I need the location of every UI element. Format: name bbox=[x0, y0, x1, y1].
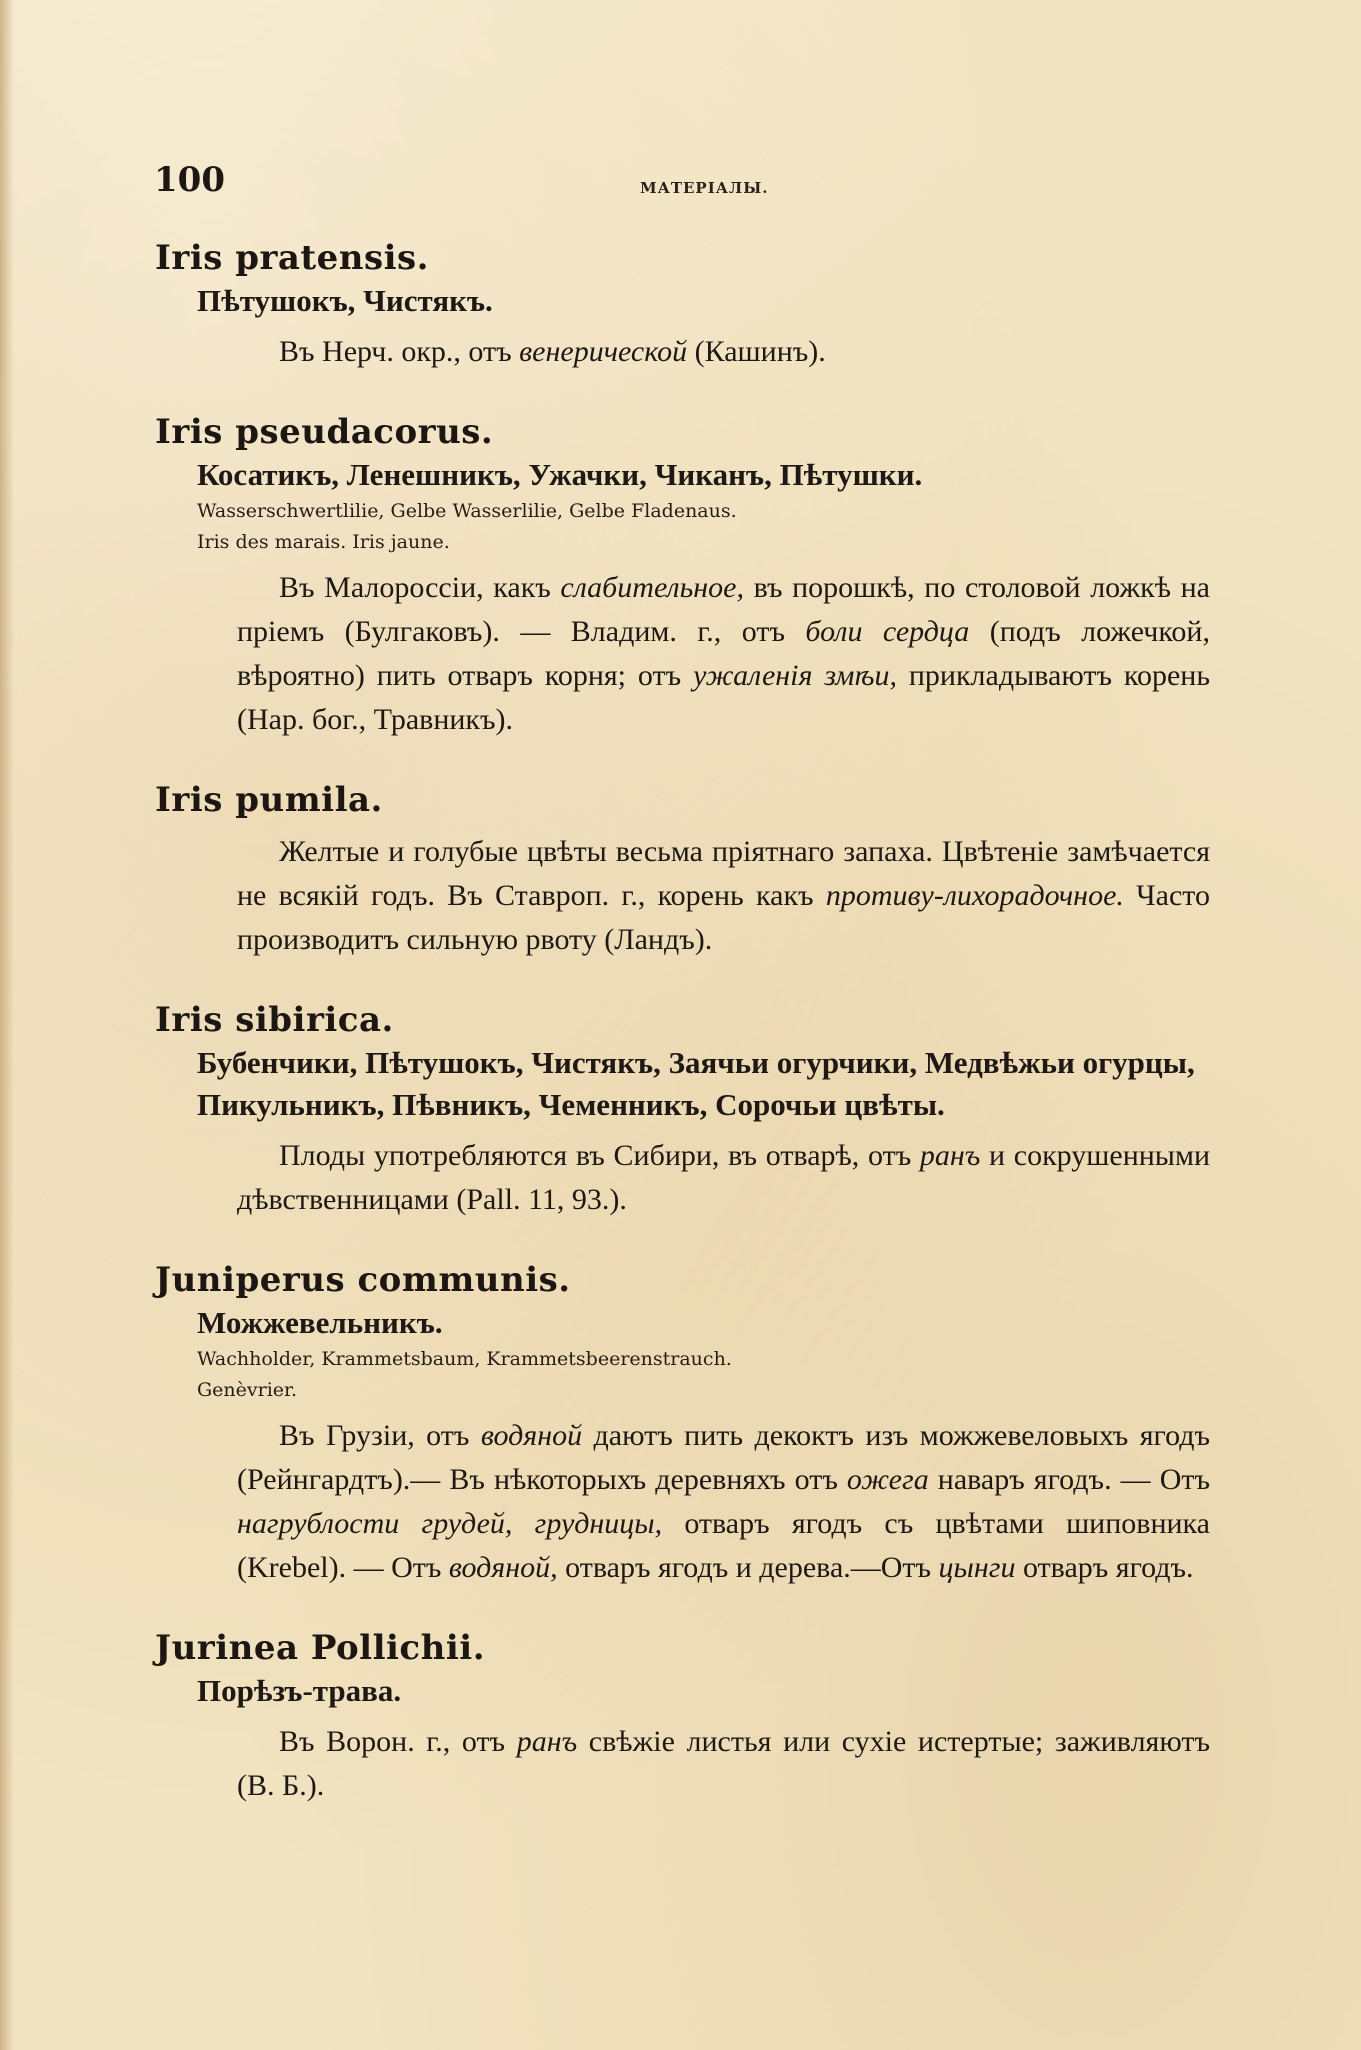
latin-name: Jurinea Pollichii. bbox=[155, 1628, 486, 1668]
russian-names: Пѣтушокъ, Чистякъ. bbox=[197, 283, 493, 318]
entry-iris-sibirica bbox=[155, 998, 1210, 1222]
entry-description: Желтые и голубые цвѣты весьма пріятнаго запаха. Цвѣтеніе замѣчается не всякій годъ. Въ Ставроп. г., корень какъ противу-лихорадочное. Часто производитъ сильную рвоту (Ландъ). bbox=[237, 835, 1211, 956]
entry-description: Въ Нерч. окр., отъ венерической (Кашинъ). bbox=[279, 335, 826, 368]
page-header bbox=[150, 160, 1210, 210]
latin-name: Iris sibirica. bbox=[155, 1000, 394, 1040]
german-names: Wachholder, Krammetsbaum, Krammetsbeerenstrauch. bbox=[197, 1348, 732, 1370]
russian-names: Косатикъ, Ленешникъ, Ужачки, Чиканъ, Пѣтушки. bbox=[197, 457, 923, 492]
french-names: Iris des marais. Iris jaune. bbox=[197, 531, 450, 553]
russian-names: Можжевельникъ. bbox=[197, 1305, 443, 1340]
latin-name: Iris pseudacorus. bbox=[155, 412, 494, 452]
entry-iris-pseudacorus bbox=[155, 410, 1210, 742]
russian-names: Бубенчики, Пѣтушокъ, Чистякъ, Заячьи огурчики, Медвѣжьи огурцы, Пикульникъ, Пѣвникъ, Чеменникъ, Сорочьи цвѣты. bbox=[197, 1045, 1195, 1122]
russian-names: Порѣзъ-трава. bbox=[197, 1673, 402, 1708]
page-number: 100 bbox=[154, 160, 225, 200]
entry-description: Плоды употребляются въ Сибири, въ отварѣ, отъ ранъ и сокрушенными дѣвственницами (Pall. 11, 93.). bbox=[237, 1139, 1210, 1216]
running-head: МАТЕРІАЛЫ. bbox=[640, 179, 769, 197]
entry-juniperus-communis bbox=[155, 1258, 1210, 1590]
german-names: Wasserschwertlilie, Gelbe Wasserlilie, Gelbe Fladenaus. bbox=[197, 500, 737, 522]
entry-iris-pratensis bbox=[155, 236, 1210, 374]
latin-name: Iris pumila. bbox=[155, 780, 383, 820]
latin-name: Juniperus communis. bbox=[155, 1260, 571, 1300]
entry-description: Въ Грузіи, отъ водяной даютъ пить декоктъ изъ можжевеловыхъ ягодъ (Рейнгардтъ).— Въ нѣкоторыхъ деревняхъ отъ ожега наваръ ягодъ. — Отъ нагрублости грудей, грудницы, отваръ ягодъ съ цвѣтами шиповника (Krebel). — Отъ водяной, отваръ ягодъ и дерева.—Отъ цынги отваръ ягодъ. bbox=[237, 1419, 1210, 1584]
book-gutter bbox=[0, 0, 14, 2050]
french-names: Genèvrier. bbox=[197, 1379, 298, 1401]
entry-description: Въ Ворон. г., отъ ранъ свѣжіе листья или сухіе истертые; заживляютъ (В. Б.). bbox=[237, 1725, 1210, 1802]
entry-jurinea-pollichii bbox=[155, 1626, 1210, 1808]
latin-name: Iris pratensis. bbox=[155, 238, 430, 278]
page-body bbox=[155, 236, 1210, 1808]
entry-description: Въ Малороссіи, какъ слабительное, въ порошкѣ, по столовой ложкѣ на пріемъ (Булгаковъ). — Владим. г., отъ боли сердца (подъ ложечкой, вѣроятно) пить отваръ корня; отъ ужаленія змѣи, прикладываютъ корень (Нар. бог., Травникъ). bbox=[237, 571, 1210, 736]
entry-iris-pumila bbox=[155, 778, 1210, 962]
